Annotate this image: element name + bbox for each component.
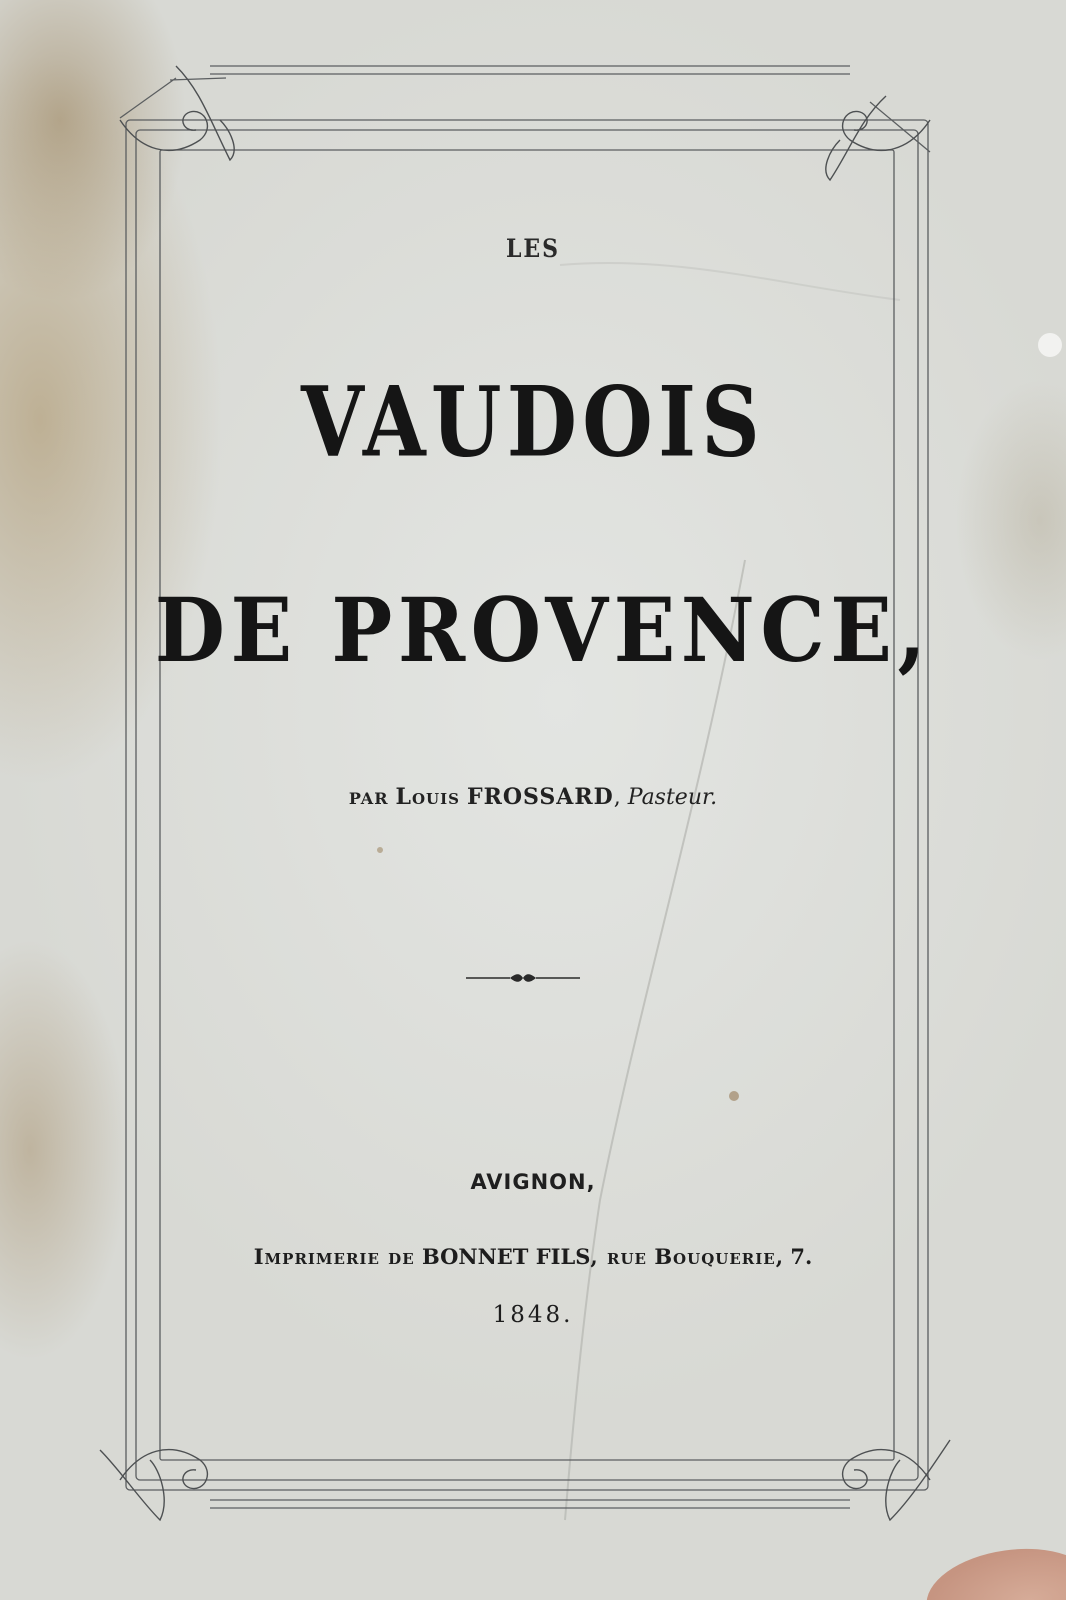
- title-article: LES: [505, 234, 561, 264]
- author-prefix: PAR: [348, 789, 389, 808]
- imprint-city: AVIGNON,: [470, 1170, 596, 1194]
- street-name: Bouquerie: [654, 1244, 776, 1269]
- printer-name: BONNET FILS: [421, 1244, 591, 1269]
- street-prefix: , rue: [590, 1244, 647, 1269]
- imprint-printer-line: [0, 1244, 1066, 1269]
- author-line: [0, 784, 1066, 810]
- title-line-1: VAUDOIS: [301, 365, 765, 479]
- imprint-year: 1848.: [492, 1302, 574, 1328]
- author-role: Pasteur.: [627, 785, 718, 810]
- author-given-name: Louis: [395, 784, 460, 810]
- author-surname: FROSSARD: [466, 784, 614, 810]
- printer-prefix: Imprimerie de: [253, 1244, 415, 1269]
- street-number: , 7.: [775, 1244, 813, 1269]
- ornament-rule: [466, 968, 580, 988]
- title-line-2: DE PROVENCE,: [154, 578, 932, 682]
- author-separator: ,: [613, 785, 621, 810]
- thumb-fingertip: [921, 1539, 1066, 1600]
